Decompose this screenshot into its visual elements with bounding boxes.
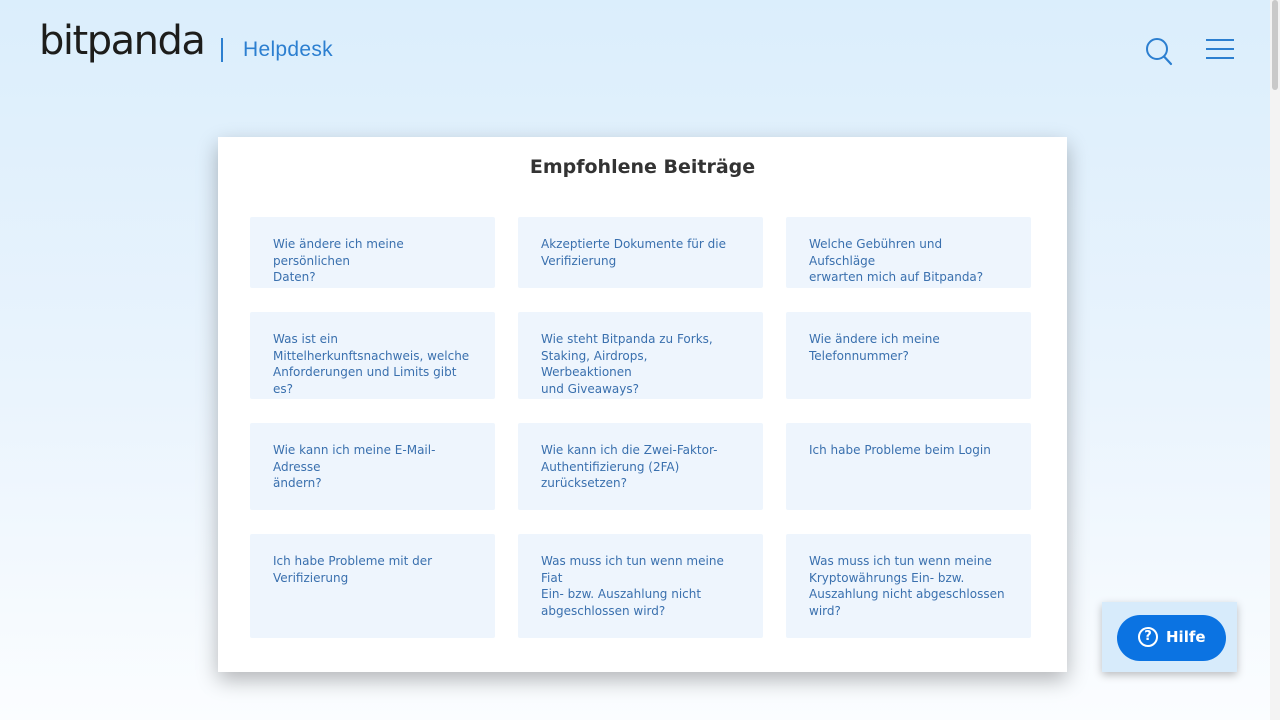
article-card-line: Mittelherkunftsnachweis, welche [273,348,470,363]
help-button-label: Hilfe [1166,628,1206,646]
article-card-line: Wie kann ich meine E-Mail-Adresse [273,443,436,474]
article-card-line: Wie kann ich die Zwei-Faktor- [541,443,718,457]
article-card-line: Ich habe Probleme beim Login [809,443,991,457]
helpdesk-link[interactable]: Helpdesk [243,38,333,61]
help-button[interactable] [1117,615,1226,661]
article-card[interactable] [250,423,495,510]
article-card-line: und Giveaways? [541,382,640,397]
article-card-line: Auszahlung nicht abgeschlossen [809,587,1005,602]
article-card-line: Was muss ich tun wenn meine [809,554,992,568]
article-card-line: ändern? [273,476,322,491]
help-widget [1102,602,1237,672]
article-card-line: zurücksetzen? [541,476,627,491]
article-card[interactable] [518,423,763,510]
article-card-line: Ich habe Probleme mit der [273,554,433,568]
bitpanda-logo[interactable]: bitpanda [39,18,205,64]
article-card-line: Was muss ich tun wenn meine Fiat [541,554,724,585]
article-card[interactable] [786,217,1031,288]
question-circle-icon: ? [1138,627,1158,647]
article-card-line: Telefonnummer? [809,348,909,363]
article-card[interactable] [518,217,763,288]
article-card-line: Staking, Airdrops, Werbeaktionen [541,348,648,380]
scrollbar[interactable] [1270,0,1280,720]
article-card-line: Anforderungen und Limits gibt es? [273,365,457,397]
search-button[interactable] [1144,36,1174,68]
page-title: Empfohlene Beiträge [529,156,756,178]
article-card[interactable] [518,312,763,399]
article-card-line: Daten? [273,270,316,285]
article-card-line: Ein- bzw. Auszahlung nicht [541,587,702,602]
article-card-line: Akzeptierte Dokumente für die [541,237,726,251]
article-card-line: Verifizierung [541,253,617,268]
article-card-line: abgeschlossen wird? [541,604,666,619]
article-card-line: Verifizierung [273,570,349,585]
article-card-line: Welche Gebühren und Aufschläge [809,237,943,268]
article-card-line: wird? [809,604,841,619]
article-card[interactable] [518,534,763,638]
article-card[interactable] [250,217,495,288]
site-header [0,0,1270,100]
article-card-line: Kryptowährungs Ein- bzw. [809,570,965,585]
article-card[interactable] [786,312,1031,399]
article-card[interactable] [786,423,1031,510]
article-card[interactable] [250,534,495,638]
menu-button[interactable] [1205,38,1235,62]
article-card-line: Was ist ein [273,332,338,346]
scrollbar-thumb[interactable] [1272,0,1278,90]
hamburger-menu-icon [1205,38,1235,62]
article-card-line: Authentifizierung (2FA) [541,459,680,474]
article-card-line: Wie ändere ich meine [809,332,940,346]
article-card-line: Wie ändere ich meine persönlichen [273,237,404,268]
article-card-line: Wie steht Bitpanda zu Forks, [541,332,713,346]
search-icon [1144,36,1174,68]
logo-divider [221,38,223,62]
article-card-line: erwarten mich auf Bitpanda? [809,270,984,285]
article-card[interactable] [786,534,1031,638]
article-card[interactable] [250,312,495,399]
